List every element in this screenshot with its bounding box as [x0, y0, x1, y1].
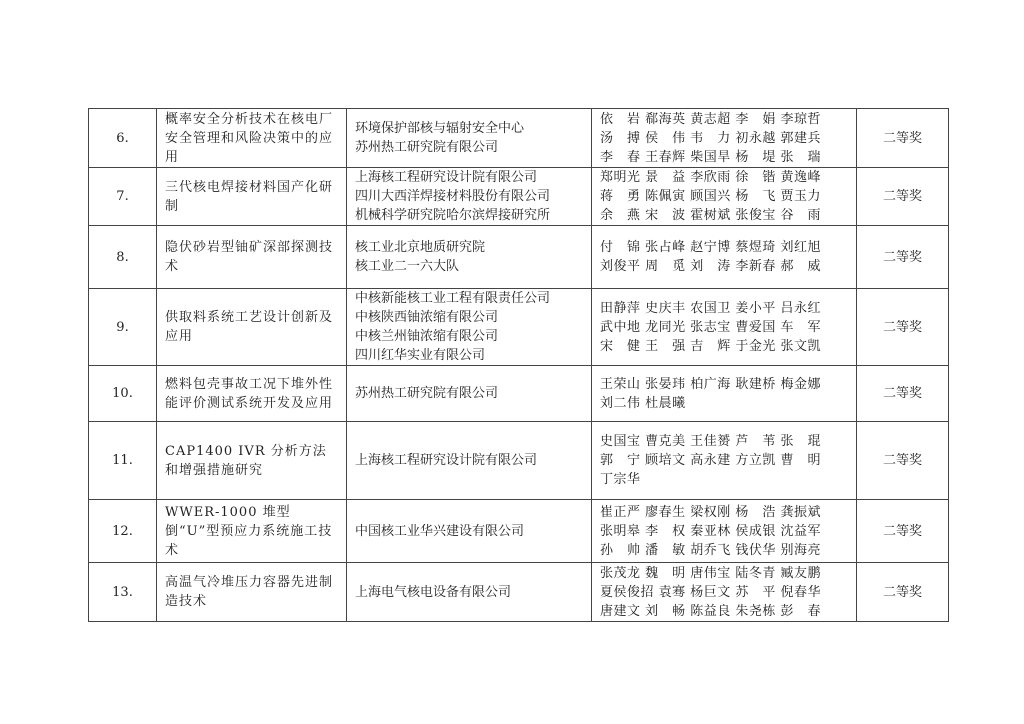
people-line: 蒋 勇 陈佩寅 顾国兴 杨 飞 贾玉力: [600, 189, 822, 204]
table-row: [89, 109, 949, 168]
completing-units: [347, 289, 592, 366]
people-line: 张茂龙 魏 明 唐伟宝 陆冬青 臧友鹏: [600, 565, 822, 581]
people-line: 田静萍 史庆丰 农国卫 姜小平 吕永红: [600, 300, 822, 316]
unit-line: 四川大西洋焊接材料股份有限公司: [355, 189, 551, 204]
project-name: CAP1400 IVR 分析方法和增强措施研究: [157, 422, 347, 500]
unit-line: 上海核工程研究设计院有限公司: [355, 453, 538, 468]
unit-line: 核工业北京地质研究院: [355, 240, 486, 255]
table-row: [89, 422, 949, 500]
project-name: 三代核电焊接材料国产化研制: [157, 168, 347, 226]
completing-units: [347, 226, 592, 289]
unit-line: 中核新能核工业工程有限责任公司: [355, 291, 551, 306]
table-row: [89, 289, 949, 366]
people-line: 郑明光 景 益 李欣雨 徐 锴 黄逸峰: [600, 170, 822, 185]
completing-people: [592, 563, 857, 622]
project-name: 燃料包壳事故工况下堆外性能评价测试系统开发及应用: [157, 366, 347, 422]
unit-line: 环境保护部核与辐射安全中心: [355, 121, 525, 136]
unit-line: 苏州热工研究院有限公司: [355, 386, 499, 401]
completing-people: [592, 422, 857, 500]
row-number: 7.: [89, 168, 157, 226]
award-level: 二等奖: [857, 366, 949, 422]
completing-units: [347, 109, 592, 168]
people-line: 郭 宁 顾培文 高永建 方立凯 曹 明: [600, 453, 822, 468]
table-row: [89, 366, 949, 422]
award-level: 二等奖: [857, 422, 949, 500]
completing-units: [347, 422, 592, 500]
row-number: 8.: [89, 226, 157, 289]
people-line: 丁宗华: [600, 472, 641, 487]
people-line: 唐建文 刘 畅 陈益良 朱尧栋 彭 春: [600, 603, 822, 619]
people-line: 夏侯俊招 袁骞 杨巨文 苏 平 倪春华: [600, 584, 822, 600]
completing-people: [592, 168, 857, 226]
completing-people: [592, 366, 857, 422]
table-row: [89, 226, 949, 289]
people-line: 付 锦 张占峰 赵宁博 蔡煜琦 刘红旭: [600, 240, 822, 255]
row-number: 13.: [89, 563, 157, 622]
completing-units: [347, 500, 592, 563]
people-line: 依 岩 郗海英 黄志超 李 娟 李琼哲: [600, 111, 822, 127]
row-number: 10.: [89, 366, 157, 422]
unit-line: 中核兰州铀浓缩有限公司: [355, 329, 499, 344]
project-name: 高温气冷堆压力容器先进制造技术: [157, 563, 347, 622]
people-line: 刘俊平 周 觅 刘 涛 李新春 郝 威: [600, 259, 822, 274]
table-row: [89, 563, 949, 622]
award-level: 二等奖: [857, 168, 949, 226]
row-number: 11.: [89, 422, 157, 500]
completing-people: [592, 226, 857, 289]
people-line: 刘二伟 杜晨曦: [600, 395, 686, 411]
people-line: 孙 帅 潘 敏 胡乔飞 钱伏华 别海亮: [600, 542, 822, 558]
award-level: 二等奖: [857, 289, 949, 366]
award-level: 二等奖: [857, 109, 949, 168]
awards-table: [88, 108, 949, 622]
award-level: 二等奖: [857, 500, 949, 563]
unit-line: 机械科学研究院哈尔滨焊接研究所: [355, 208, 551, 223]
completing-people: [592, 500, 857, 563]
completing-units: [347, 366, 592, 422]
project-name: 概率安全分析技术在核电厂安全管理和风险决策中的应用: [157, 109, 347, 168]
row-number: 12.: [89, 500, 157, 563]
unit-line: 核工业二一六大队: [355, 259, 460, 274]
unit-line: 苏州热工研究院有限公司: [355, 140, 499, 155]
unit-line: 中核陕西铀浓缩有限公司: [355, 310, 499, 325]
project-name: WWER-1000 堆型倒“U”型预应力系统施工技术: [157, 500, 347, 563]
completing-units: [347, 168, 592, 226]
award-level: 二等奖: [857, 563, 949, 622]
unit-line: 四川红华实业有限公司: [355, 348, 486, 363]
people-line: 王荣山 张晏玮 柏广海 耿建桥 梅金娜: [600, 376, 822, 392]
completing-units: [347, 563, 592, 622]
unit-line: 上海电气核电设备有限公司: [355, 584, 512, 600]
people-line: 崔正严 廖春生 梁权刚 杨 浩 龚振斌: [600, 504, 822, 520]
people-line: 武中地 龙同光 张志宝 曹爱国 车 军: [600, 319, 822, 335]
people-line: 李 春 王春辉 柴国旱 杨 堤 张 瑞: [600, 149, 822, 165]
table-row: [89, 168, 949, 226]
people-line: 宋 健 王 强 吉 辉 于金光 张文凯: [600, 338, 822, 354]
unit-line: 中国核工业华兴建设有限公司: [355, 523, 525, 539]
people-line: 张明皋 李 权 秦亚林 侯成银 沈益军: [600, 523, 822, 539]
award-level: 二等奖: [857, 226, 949, 289]
unit-line: 上海核工程研究设计院有限公司: [355, 170, 538, 185]
table-row: [89, 500, 949, 563]
completing-people: [592, 109, 857, 168]
people-line: 余 燕 宋 波 霍树斌 张俊宝 谷 雨: [600, 208, 822, 223]
project-name: 隐伏砂岩型铀矿深部探测技术: [157, 226, 347, 289]
row-number: 6.: [89, 109, 157, 168]
people-line: 汤 搏 侯 伟 韦 力 初永越 郭建兵: [600, 130, 822, 146]
row-number: 9.: [89, 289, 157, 366]
completing-people: [592, 289, 857, 366]
people-line: 史国宝 曹克美 王佳赟 芦 苇 张 琨: [600, 434, 822, 449]
project-name: 供取料系统工艺设计创新及应用: [157, 289, 347, 366]
